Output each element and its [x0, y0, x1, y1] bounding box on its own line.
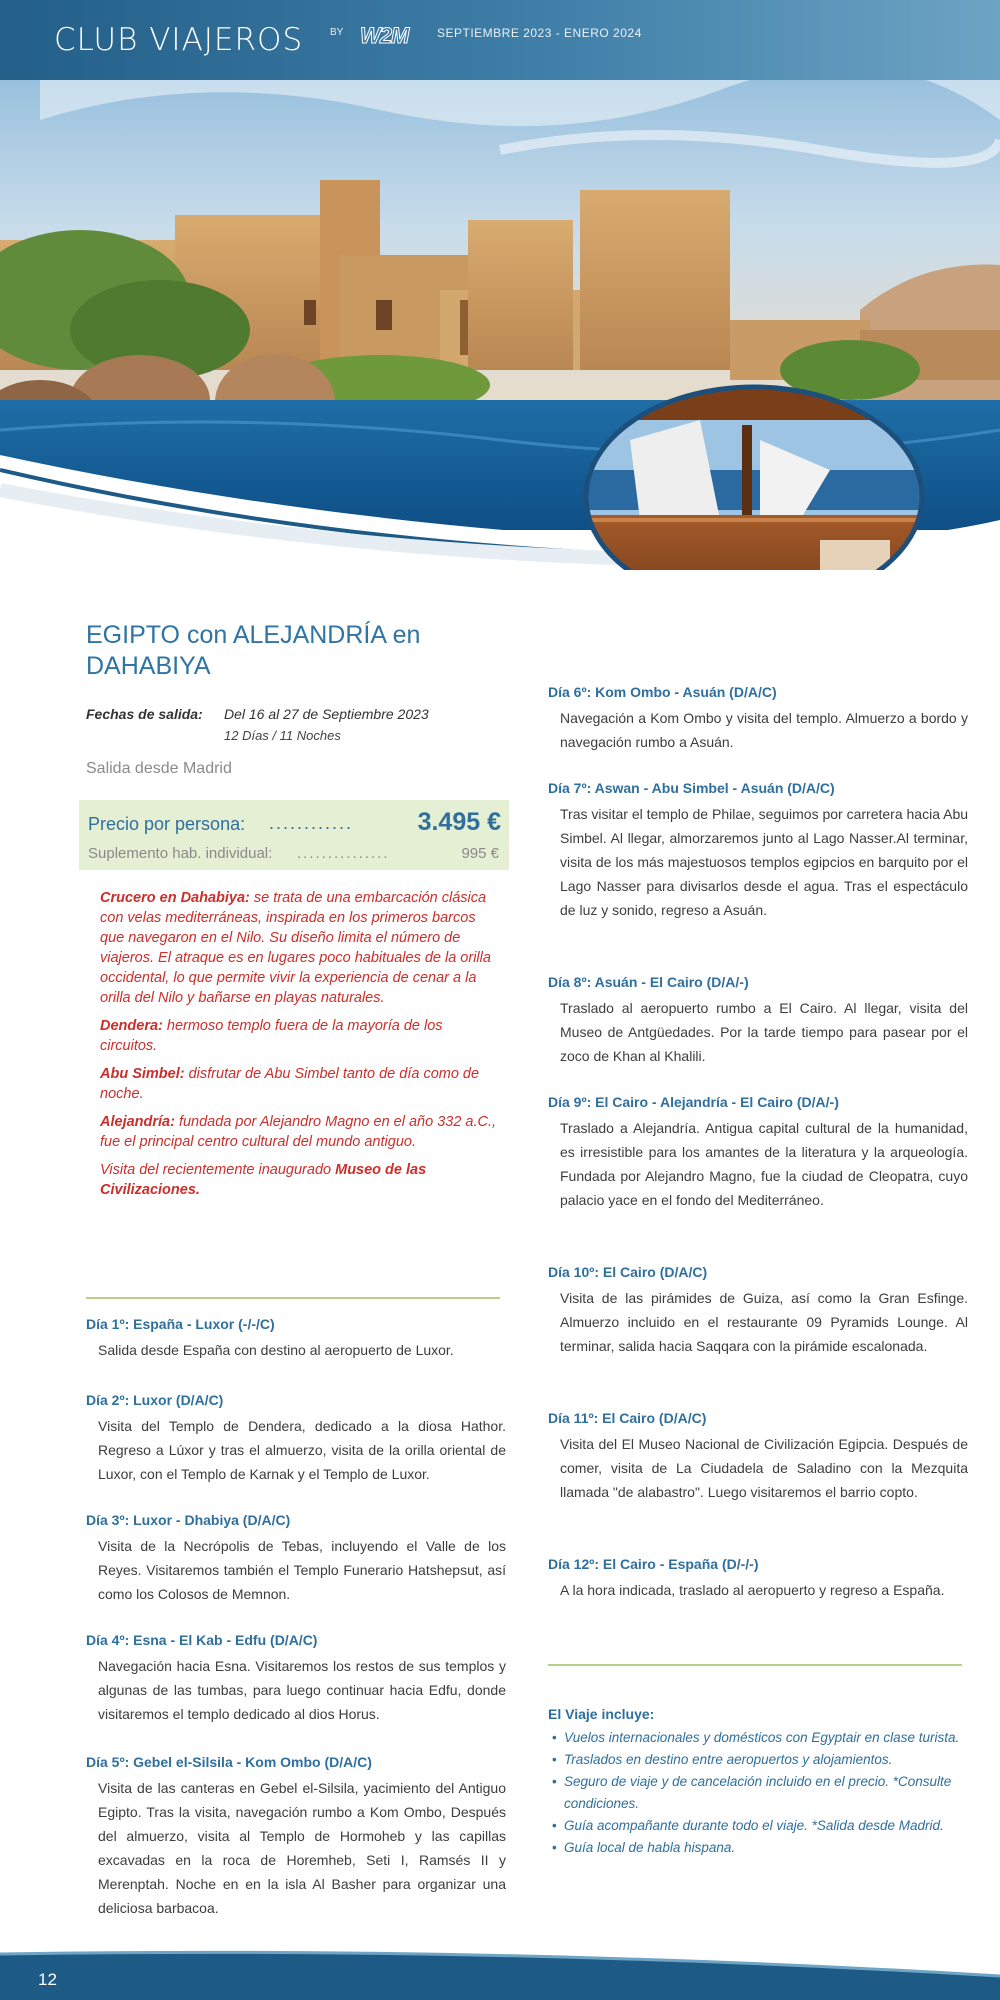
day-description: Traslado a Alejandría. Antigua capital cultural de la humanidad, es irresistible para los amantes de la literatura y la arqueología. Fundada por Alejandro Magno, fue la ciudad de Cleopatra, cuyo palacio yace en el fondo del Mediterráneo.	[560, 1120, 968, 1208]
day-title: Día 12º: El Cairo - España (D/-/-)	[548, 1556, 759, 1572]
day-description: A la hora indicada, traslado al aeropuerto y regreso a España.	[560, 1582, 945, 1598]
departure-dates: Del 16 al 27 de Septiembre 2023	[224, 706, 429, 722]
day-title: Día 9º: El Cairo - Alejandría - El Cairo (D/A/-)	[548, 1094, 839, 1110]
day-description: Navegación hacia Esna. Visitaremos los restos de sus templos y algunas de las tumbas, para luego continuar hacia Edfu, donde visitaremos el templo dedicado al dios Horus.	[98, 1658, 506, 1722]
price-value: 3.495 €	[417, 808, 501, 836]
day-description: Visita de la Necrópolis de Tebas, incluyendo el Valle de los Reyes. Visitaremos también el Templo Funerario Hatshepsut, así como los Colosos de Memnon.	[98, 1538, 506, 1602]
day-description: Visita de las pirámides de Guiza, así como la Gran Esfinge. Almuerzo incluido en el restaurante 09 Pyramids Lounge. Al terminar, salida hacia Saqqara con la pirámide escalonada.	[560, 1290, 968, 1354]
highlight-text: fundada por Alejandro Magno en el año 332 a.C., fue el principal centro cultural del mundo antiguo.	[100, 1114, 497, 1150]
supplement-label: Suplemento hab. individual:	[88, 845, 273, 862]
itinerary-day	[548, 684, 968, 754]
highlight-item	[100, 888, 500, 1008]
section-divider	[86, 1297, 500, 1299]
section-divider	[548, 1664, 962, 1666]
itinerary-day	[86, 1632, 506, 1726]
day-title: Día 10º: El Cairo (D/A/C)	[548, 1264, 708, 1280]
highlight-item	[100, 1160, 500, 1200]
day-title: Día 5º: Gebel el-Silsila - Kom Ombo (D/A/C)	[86, 1754, 372, 1770]
w2m-logo: W2M	[360, 23, 409, 48]
trip-duration: 12 Días / 11 Noches	[224, 728, 341, 743]
highlight-item	[100, 1064, 500, 1104]
supplement-leader-dots: ...............	[297, 845, 390, 862]
itinerary-day	[548, 1094, 968, 1212]
highlight-text: hermoso templo fuera de la mayoría de los circuitos.	[100, 1018, 443, 1054]
brand-title: CLUB VIAJEROS	[54, 22, 304, 58]
highlight-lead: Dendera:	[100, 1018, 163, 1034]
price-label: Precio por persona:	[88, 814, 246, 834]
brand-by: BY	[330, 27, 344, 38]
footer-band	[0, 1946, 1000, 2000]
page-number: 12	[38, 1970, 57, 1989]
includes-item: • Traslados en destino entre aeropuertos y alojamientos.	[548, 1749, 968, 1771]
itinerary-day	[548, 1410, 968, 1504]
day-title: Día 4º: Esna - El Kab - Edfu (D/A/C)	[86, 1632, 318, 1648]
includes-title: El Viaje incluye:	[548, 1706, 655, 1722]
itinerary-day	[548, 1264, 968, 1358]
price-box	[79, 800, 509, 870]
itinerary-day	[86, 1316, 506, 1362]
includes-item: • Vuelos internacionales y domésticos con Egyptair en clase turista.	[548, 1727, 968, 1749]
includes-item: • Guía local de habla hispana.	[548, 1837, 968, 1859]
highlight-item	[100, 1016, 500, 1056]
itinerary-day	[86, 1512, 506, 1606]
price-leader-dots: ............	[269, 813, 354, 833]
day-description: Visita del El Museo Nacional de Civilización Egipcia. Después de comer, visita de La Ciudadela de Saladino con la Mezquita llamada "de alabastro". Luego visitaremos el barrio copto.	[560, 1436, 968, 1500]
day-description: Visita de las canteras en Gebel el-Silsila, yacimiento del Antiguo Egipto. Tras la visita, navegación rumbo a Kom Ombo, Después del almuerzo, visita al Templo de Hormoheb y las capillas excavadas en la roca de Horemheb, Seti I, Ramsés II y Merenptah. Noche en en la isla Al Basher para organizar una deliciosa barbacoa.	[98, 1780, 506, 1916]
highlight-lead: Museo de las Civilizaciones.	[100, 1162, 427, 1198]
itinerary-day	[86, 1392, 506, 1486]
highlight-text: disfrutar de Abu Simbel tanto de día como de noche.	[100, 1066, 480, 1102]
day-title: Día 8º: Asuán - El Cairo (D/A/-)	[548, 974, 749, 990]
day-title: Día 11º: El Cairo (D/A/C)	[548, 1410, 707, 1426]
hero-image	[0, 0, 1000, 570]
day-title: Día 7º: Aswan - Abu Simbel - Asuán (D/A/C)	[548, 780, 835, 796]
day-description: Navegación a Kom Ombo y visita del templo. Almuerzo a bordo y navegación rumbo a Asuán.	[560, 710, 968, 750]
supplement-value: 995 €	[461, 845, 499, 862]
itinerary-day	[548, 780, 968, 922]
trip-title: EGIPTO con ALEJANDRÍA en DAHABIYA	[86, 621, 421, 680]
highlight-lead: Crucero en Dahabiya:	[100, 890, 250, 906]
highlight-text: Visita del recientemente inaugurado	[100, 1162, 336, 1178]
day-description: Visita del Templo de Dendera, dedicado a la diosa Hathor. Regreso a Lúxor y tras el almuerzo, visita de la orilla oriental de Luxor, con el Templo de Karnak y el Templo de Luxor.	[98, 1418, 506, 1482]
highlight-item	[100, 1112, 500, 1152]
highlight-text: se trata de una embarcación clásica con velas mediterráneas, inspirada en los primeros barcos que navegaron en el Nilo. Su diseño limita el número de viajeros. El atraque es en lugares poco habituales de la orilla occidental, lo que permite vivir la experiencia de cenar a la orilla del Nilo y bañarse en playas naturales.	[100, 890, 491, 1006]
day-title: Día 6º: Kom Ombo - Asuán (D/A/C)	[548, 684, 777, 700]
itinerary-day	[548, 1556, 968, 1602]
highlight-lead: Abu Simbel:	[100, 1066, 185, 1082]
day-title: Día 1º: España - Luxor (-/-/C)	[86, 1316, 275, 1332]
highlight-lead: Alejandría:	[100, 1114, 175, 1130]
day-title: Día 2º: Luxor (D/A/C)	[86, 1392, 224, 1408]
includes-item: • Guía acompañante durante todo el viaje. *Salida desde Madrid.	[548, 1815, 968, 1837]
season-dates: SEPTIEMBRE 2023 - ENERO 2024	[437, 26, 642, 40]
day-description: Traslado al aeropuerto rumbo a El Cairo. Al llegar, visita del Museo de Antgüedades. Por la tarde tiempo para pasear por el zoco de Khan al Khalili.	[560, 1000, 968, 1064]
trip-includes	[548, 1706, 968, 1859]
day-description: Salida desde España con destino al aeropuerto de Luxor.	[98, 1342, 454, 1358]
includes-item: • Seguro de viaje y de cancelación incluido en el precio. *Consulte condiciones.	[548, 1771, 968, 1815]
itinerary-day	[548, 974, 968, 1068]
day-title: Día 3º: Luxor - Dhabiya (D/A/C)	[86, 1512, 291, 1528]
trip-highlights	[100, 888, 500, 1208]
itinerary-day	[86, 1754, 506, 1920]
day-description: Tras visitar el templo de Philae, seguimos por carretera hacia Abu Simbel. Al llegar, almorzaremos junto al Lago Nasser.Al terminar, visita de los más majestuosos templos egipcios en barquito por el Lago Nasser para divisarlos desde el agua. Tras el espectáculo de luz y sonido, regreso a Asuán.	[560, 806, 969, 918]
departure-label: Fechas de salida:	[86, 706, 203, 722]
departure-origin: Salida desde Madrid	[86, 760, 232, 777]
